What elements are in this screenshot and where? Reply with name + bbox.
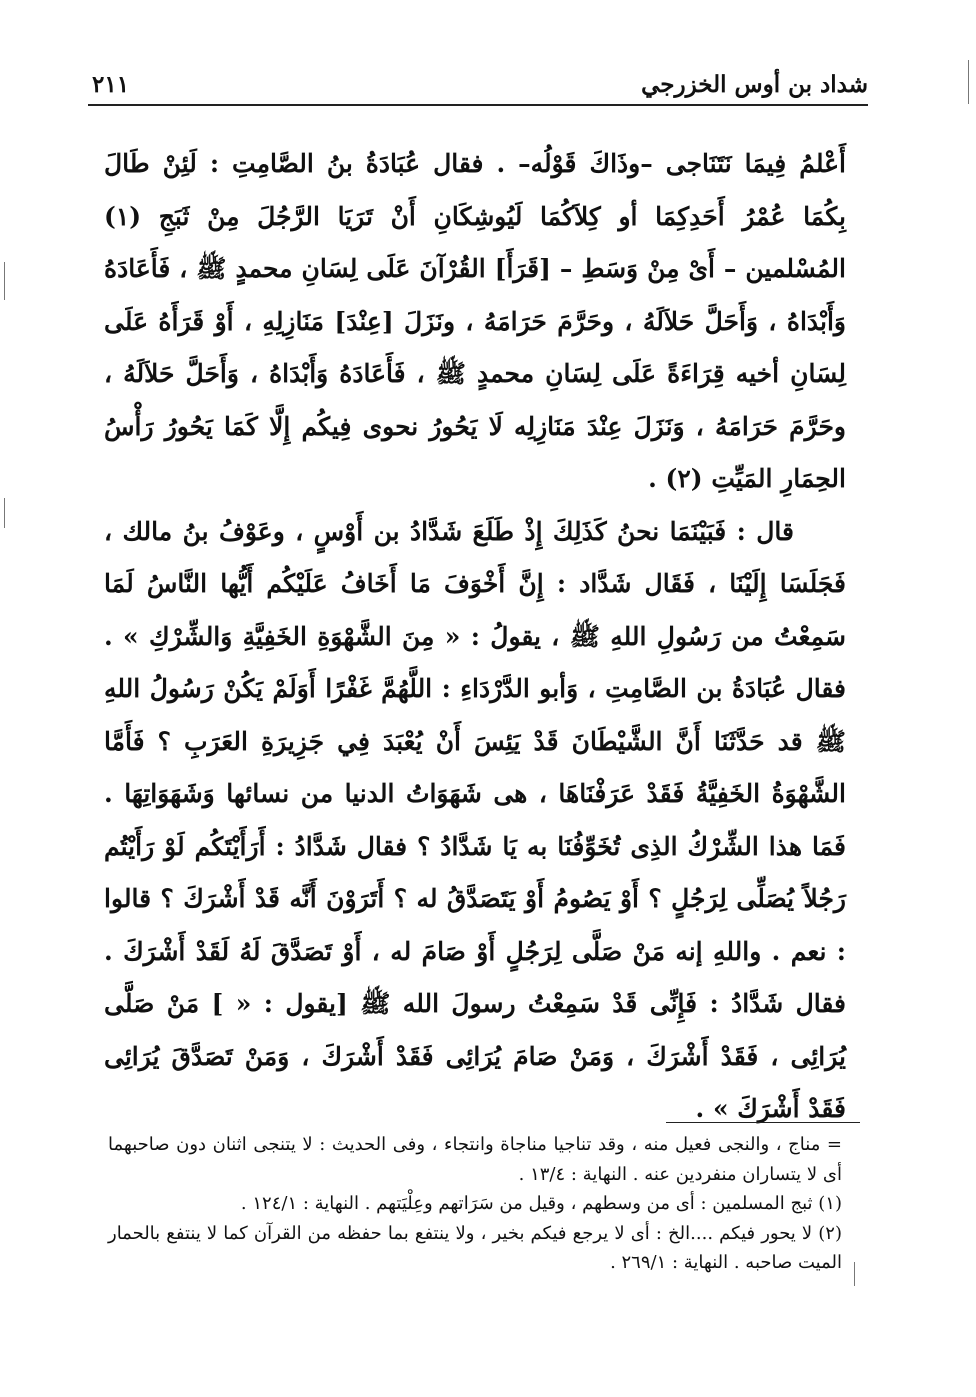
page-number: ٢١١ [92, 71, 130, 98]
footnote-item: (١) ثبج المسلمين : أى من وسطهم ، وقيل من سَرَاتهم وعِلْيَتهم . النهاية : ١٢٤/١ . [240, 1193, 842, 1214]
scan-edge-mark [4, 262, 5, 300]
main-text [104, 138, 846, 1136]
footnote-separator [666, 1122, 860, 1123]
page-header [88, 68, 868, 106]
body-paragraph: أَعْلمُ فِيمَا نَتَنَاجى –وذَاكَ قَوْلُه– . فقال عُبَادَةُ بنُ الصَّامِتِ : لَئِنْ طَالَ بِكُمَا عُمْرُ أَحَدِكِمَا أو كِلاَكُمَا لَيُوشِكَانِ أَنْ تَرَيَا الرَّجُلَ مِنْ ثَبَجِ (١) المُسْلمين – أَىْ مِنْ وَسَطِ – [قَرَأَ] القُرْآنَ عَلَى لِسَانِ محمدٍ ﷺ ، فَأَعَادَهُ وَأَبْدَاهُ ، وَأَحَلَّ حَلاَلَهُ ، وحَرَّمَ حَرَامَهُ ، ونَزَلَ [عِنْدَ] مَنَازِلِهِ ، أَوْ قَرَأَهُ عَلَى لِسَانِ أخيه قِرَاءَةً عَلَى لِسَانِ محمدٍ ﷺ ، فَأَعَادَهُ وَأَبْدَاهُ ، وَأَحَلَّ حَلاَلَهُ ، وحَرَّمَ حَرَامَهُ ، وَنَزَلَ عِنْدَ مَنَازِلِه لَا يَحُورُ نحوى فِيكُم إِلَّا كَمَا يَحُورُ رَأْسُ الحِمَارِ المَيِّتِ (٢) . [104, 149, 846, 493]
footnote-item: (٢) لا يحور فيكم ....الخ : أى لا يرجع فيكم بخير ، ولا ينتفع بما حفظه من القرآن كما لا ينتفع بالحمار الميت صاحبه . النهاية : ٢٦٩/١ . [108, 1222, 842, 1273]
footnote-item: = مناج ، والنجى فعيل منه ، وقد تناجيا مناجاة وانتجاء ، وفى الحديث : لا يتنجى اثنان دون صاحبهما أى لا يتساران منفردين عنه . النهاية : ١٣/٤ . [108, 1134, 842, 1185]
body-paragraph: قال : فَبَيْنَمَا نحنُ كَذَلِكَ إِذْ طَلَعَ شَدَّادُ بن أَوْسٍ ، وعَوْفُ بنُ مالك ، فَجَلَسَا إِلَيْنَا ، فَقَال شَدَّاد : إِنَّ أَخْوَفَ مَا أَخَافُ عَلَيْكُم أَيُّها النَّاسُ لَمَا سَمِعْتُ من رَسُولِ اللهِ ﷺ ، يقولُ : « مِنَ الشَّهْوَةِ الخَفِيَّةِ وَالشِّرْكِ » . فقال عُبَادَةُ بن الصَّامِتِ ، وَأبو الدَّرْدَاءِ : اللَّهُمَّ غَفْرًا أَوَلَمْ يَكُنْ رَسُولُ اللهِ ﷺ قد حَدَّثَنَا أَنَّ الشَّيْطَانَ قَدْ يَئِسَ أَنْ يُعْبَدَ فِي جَزِيرَةِ العَرَبِ ؟ فَأَمَّا الشَّهْوَةُ الخَفِيَّةُ فَقَدْ عَرَفْنَاهَا ، هى شَهَوَاتُ الدنيا من نسائها وَشَهَوَاتِهَا . فَمَا هذا الشِّرْكُ الذِى تُخَوِّفُنَا به يَا شَدَّادُ ؟ فقال شَدَّادُ : أَرَأَيْتَكُم لَوْ رَأَيْتُم رَجُلاً يُصَلِّى لِرَجُلٍ ؟ أَوْ يَصُومُ أَوْ يَتَصَدَّقُ له ؟ أَتَرَوْنَ أَنَّه قَدْ أَشْرَكَ ؟ قالوا : نعم . واللهِ إنه مَنْ صَلَّى لِرَجُلٍ أَوْ صَامَ له ، أَوْ تَصَدَّقَ لَهُ لَقَدْ أَشْرَكَ . فقال شَدَّادُ : فَإِنِّى قَدْ سَمِعْتُ رسولَ الله ﷺ [يقول : « ] مَنْ صَلَّى يُرَائِى ، فَقَدْ أَشْرَكَ ، وَمَنْ صَامَ يُرَائِى فَقَدْ أَشْرَكَ ، وَمَنْ تَصَدَّقَ يُرَائِى فَقَدْ أَشْرَكَ » . [104, 516, 846, 1123]
running-title: شداد بن أوس الخزرجي [641, 71, 868, 98]
scan-edge-mark [4, 498, 5, 528]
footnotes [108, 1130, 842, 1278]
scan-edge-mark [854, 1262, 855, 1286]
scan-edge-mark [968, 60, 969, 104]
